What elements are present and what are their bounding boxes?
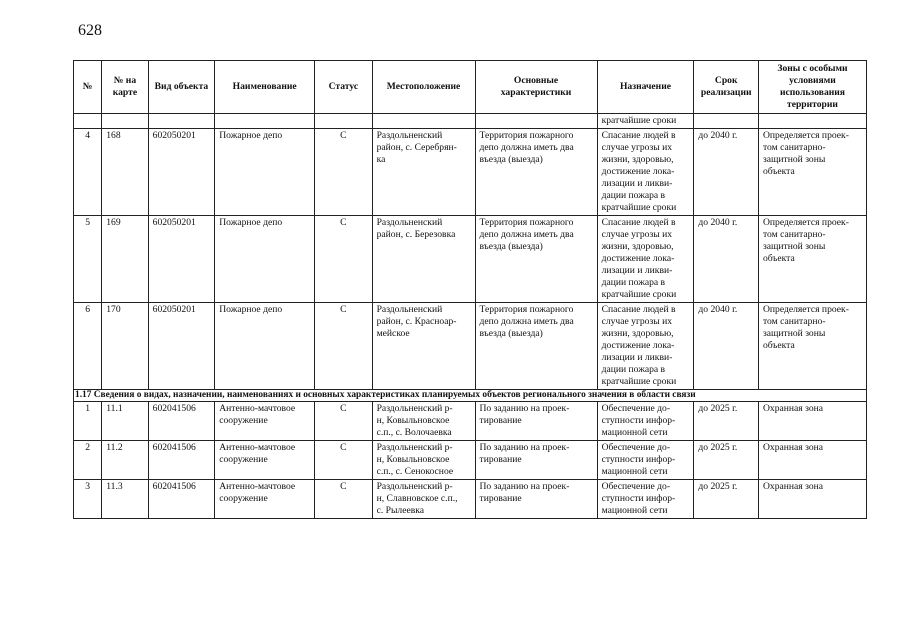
- status-cell: С: [315, 216, 373, 303]
- location-cell-line: мейское: [376, 328, 410, 339]
- purpose-cell-line: случае угрозы их: [601, 229, 673, 240]
- characteristics-cell: [475, 129, 597, 216]
- purpose-cell: [597, 129, 694, 216]
- location-cell-line: с.п., с. Сенокосное: [376, 466, 454, 477]
- zones-cell: [758, 480, 866, 519]
- map-number-cell: 169: [102, 216, 148, 303]
- name-cell: Пожарное депо: [215, 129, 315, 216]
- characteristics-cell-line: Территория пожарного: [479, 217, 574, 228]
- row-number-cell: 6: [74, 303, 102, 390]
- page-number: 628: [78, 22, 102, 39]
- object-type-cell: 602041506: [148, 480, 215, 519]
- row-number-cell: 5: [74, 216, 102, 303]
- table-row: [74, 441, 867, 480]
- location-cell-line: н, Ковыльновское: [376, 454, 450, 465]
- object-type-cell: 602050201: [148, 129, 215, 216]
- purpose-cell: [597, 480, 694, 519]
- table-row: [74, 480, 867, 519]
- location-cell-line: н, Ковыльновское: [376, 415, 450, 426]
- location-cell: [372, 480, 475, 519]
- characteristics-cell-line: депо должна иметь два: [479, 142, 574, 153]
- row-number-cell: 3: [74, 480, 102, 519]
- object-type-cell: 602050201: [148, 303, 215, 390]
- characteristics-cell-line: тирование: [479, 454, 522, 465]
- purpose-cell-line: дации пожара в: [601, 277, 666, 288]
- characteristics-cell-line: По заданию на проек-: [479, 442, 570, 453]
- section-heading-row: [74, 390, 867, 402]
- col-header-characteristics: Основные характеристики: [475, 61, 597, 114]
- zones-cell-line: защитной зоны: [762, 154, 826, 165]
- zones-cell-line: Определяется проек-: [762, 130, 849, 141]
- zones-cell-line: том санитарно-: [762, 229, 826, 240]
- location-cell-line: Раздольненский: [376, 217, 443, 228]
- location-cell: [372, 216, 475, 303]
- zones-cell-line: Определяется проек-: [762, 217, 849, 228]
- purpose-cell: [597, 303, 694, 390]
- location-cell-line: н, Славновское с.п.,: [376, 493, 458, 504]
- term-cell: до 2025 г.: [694, 480, 759, 519]
- table-row: [74, 402, 867, 441]
- purpose-cell-line: достижение лока-: [601, 166, 675, 177]
- purpose-cell-line: лизации и ликви-: [601, 178, 673, 189]
- purpose-cell-line: кратчайшие сроки: [601, 202, 677, 213]
- characteristics-cell-line: Территория пожарного: [479, 304, 574, 315]
- name-cell-line: сооружение: [219, 454, 268, 465]
- zones-cell-line: объекта: [762, 253, 795, 264]
- name-cell-line: сооружение: [219, 493, 268, 504]
- characteristics-cell: [475, 303, 597, 390]
- purpose-cell: [597, 441, 694, 480]
- characteristics-cell-line: По заданию на проек-: [479, 403, 570, 414]
- location-cell-line: Раздольненский: [376, 130, 443, 141]
- purpose-cell-line: случае угрозы их: [601, 316, 673, 327]
- name-cell: Пожарное депо: [215, 216, 315, 303]
- location-cell-line: Раздольненский р-: [376, 442, 453, 453]
- purpose-cell-line: Обеспечение до-: [601, 403, 671, 414]
- term-cell: до 2040 г.: [694, 216, 759, 303]
- planned-objects-table: [73, 60, 867, 519]
- purpose-cell-line: дации пожара в: [601, 190, 666, 201]
- purpose-cell: [597, 402, 694, 441]
- purpose-cell-line: лизации и ликви-: [601, 265, 673, 276]
- purpose-cell-line: мационной сети: [601, 466, 668, 477]
- location-cell-line: Раздольненский: [376, 304, 443, 315]
- col-header-map-number: № на карте: [102, 61, 148, 114]
- purpose-cell-line: Обеспечение до-: [601, 481, 671, 492]
- status-cell: С: [315, 129, 373, 216]
- location-cell-line: Раздольненский р-: [376, 403, 453, 414]
- characteristics-cell: [475, 480, 597, 519]
- location-cell-line: район, с. Березовка: [376, 229, 456, 240]
- purpose-cell-line: кратчайшие сроки: [601, 376, 677, 387]
- term-cell: до 2025 г.: [694, 441, 759, 480]
- col-header-purpose: Назначение: [597, 61, 694, 114]
- col-header-term: Срок реализации: [694, 61, 759, 114]
- characteristics-cell-line: въезда (выезда): [479, 241, 543, 252]
- continuation-purpose-cell: кратчайшие сроки: [597, 114, 694, 129]
- zones-cell-line: Охранная зона: [762, 481, 824, 492]
- name-cell-line: Антенно-мачтовое: [219, 481, 296, 492]
- purpose-cell-line: достижение лока-: [601, 253, 675, 264]
- characteristics-cell-line: Территория пожарного: [479, 130, 574, 141]
- zones-cell: [758, 441, 866, 480]
- zones-cell-line: защитной зоны: [762, 241, 826, 252]
- table-header-row: [74, 61, 867, 114]
- col-header-name: Наименование: [215, 61, 315, 114]
- purpose-cell-line: дации пожара в: [601, 364, 666, 375]
- zones-cell: [758, 216, 866, 303]
- row-number-cell: 1: [74, 402, 102, 441]
- section-title: 1.17 Сведения о видах, назначении, наименованиях и основных характеристиках планируемых объектов регионального значения в области связи: [74, 390, 867, 402]
- zones-cell: [758, 402, 866, 441]
- zones-cell-line: Охранная зона: [762, 442, 824, 453]
- purpose-cell-line: достижение лока-: [601, 340, 675, 351]
- purpose-cell-line: Обеспечение до-: [601, 442, 671, 453]
- status-cell: С: [315, 441, 373, 480]
- zones-cell: [758, 129, 866, 216]
- purpose-cell-line: Спасание людей в: [601, 217, 676, 228]
- zones-cell-line: том санитарно-: [762, 316, 826, 327]
- purpose-cell-line: жизни, здоровью,: [601, 241, 674, 252]
- zones-cell-line: защитной зоны: [762, 328, 826, 339]
- map-number-cell: 170: [102, 303, 148, 390]
- map-number-cell: 11.2: [102, 441, 148, 480]
- map-number-cell: 11.1: [102, 402, 148, 441]
- term-cell: до 2025 г.: [694, 402, 759, 441]
- table-row: [74, 216, 867, 303]
- purpose-cell-line: мационной сети: [601, 427, 668, 438]
- name-cell: [215, 480, 315, 519]
- characteristics-cell-line: тирование: [479, 493, 522, 504]
- zones-cell-line: том санитарно-: [762, 142, 826, 153]
- map-number-cell: 168: [102, 129, 148, 216]
- zones-cell-line: объекта: [762, 166, 795, 177]
- status-cell: С: [315, 480, 373, 519]
- name-cell-line: Антенно-мачтовое: [219, 442, 296, 453]
- purpose-cell-line: ступности инфор-: [601, 454, 676, 465]
- characteristics-cell-line: депо должна иметь два: [479, 229, 574, 240]
- location-cell: [372, 129, 475, 216]
- object-type-cell: 602041506: [148, 441, 215, 480]
- purpose-cell-line: жизни, здоровью,: [601, 328, 674, 339]
- characteristics-cell-line: въезда (выезда): [479, 328, 543, 339]
- continuation-row: [74, 114, 867, 129]
- col-header-number: №: [74, 61, 102, 114]
- row-number-cell: 4: [74, 129, 102, 216]
- characteristics-cell-line: въезда (выезда): [479, 154, 543, 165]
- term-cell: до 2040 г.: [694, 303, 759, 390]
- purpose-cell: [597, 216, 694, 303]
- status-cell: С: [315, 303, 373, 390]
- location-cell-line: с. Рылеевка: [376, 505, 425, 516]
- purpose-cell-line: жизни, здоровью,: [601, 154, 674, 165]
- purpose-cell-line: ступности инфор-: [601, 493, 676, 504]
- characteristics-cell-line: депо должна иметь два: [479, 316, 574, 327]
- location-cell: [372, 303, 475, 390]
- table-row: [74, 129, 867, 216]
- name-cell-line: сооружение: [219, 415, 268, 426]
- map-number-cell: 11.3: [102, 480, 148, 519]
- characteristics-cell: [475, 216, 597, 303]
- name-cell: [215, 402, 315, 441]
- col-header-object-type: Вид объекта: [148, 61, 215, 114]
- col-header-status: Статус: [315, 61, 373, 114]
- purpose-cell-line: мационной сети: [601, 505, 668, 516]
- location-cell: [372, 441, 475, 480]
- col-header-zones: Зоны с особыми условиями использования территории: [758, 61, 866, 114]
- row-number-cell: 2: [74, 441, 102, 480]
- name-cell-line: Антенно-мачтовое: [219, 403, 296, 414]
- purpose-cell-line: Спасание людей в: [601, 130, 676, 141]
- location-cell-line: Раздольненский р-: [376, 481, 453, 492]
- location-cell-line: с.п., с. Волочаевка: [376, 427, 452, 438]
- name-cell: [215, 441, 315, 480]
- col-header-location: Местоположение: [372, 61, 475, 114]
- purpose-cell-line: Спасание людей в: [601, 304, 676, 315]
- zones-cell-line: объекта: [762, 340, 795, 351]
- status-cell: С: [315, 402, 373, 441]
- zones-cell-line: Определяется проек-: [762, 304, 849, 315]
- purpose-cell-line: лизации и ликви-: [601, 352, 673, 363]
- zones-cell-line: Охранная зона: [762, 403, 824, 414]
- location-cell-line: район, с. Серебрян-: [376, 142, 457, 153]
- term-cell: до 2040 г.: [694, 129, 759, 216]
- purpose-cell-line: ступности инфор-: [601, 415, 676, 426]
- object-type-cell: 602041506: [148, 402, 215, 441]
- zones-cell: [758, 303, 866, 390]
- characteristics-cell: [475, 441, 597, 480]
- table-row: [74, 303, 867, 390]
- location-cell-line: ка: [376, 154, 386, 165]
- name-cell: Пожарное депо: [215, 303, 315, 390]
- characteristics-cell-line: По заданию на проек-: [479, 481, 570, 492]
- characteristics-cell-line: тирование: [479, 415, 522, 426]
- location-cell-line: район, с. Красноар-: [376, 316, 457, 327]
- location-cell: [372, 402, 475, 441]
- object-type-cell: 602050201: [148, 216, 215, 303]
- purpose-cell-line: случае угрозы их: [601, 142, 673, 153]
- characteristics-cell: [475, 402, 597, 441]
- purpose-cell-line: кратчайшие сроки: [601, 289, 677, 300]
